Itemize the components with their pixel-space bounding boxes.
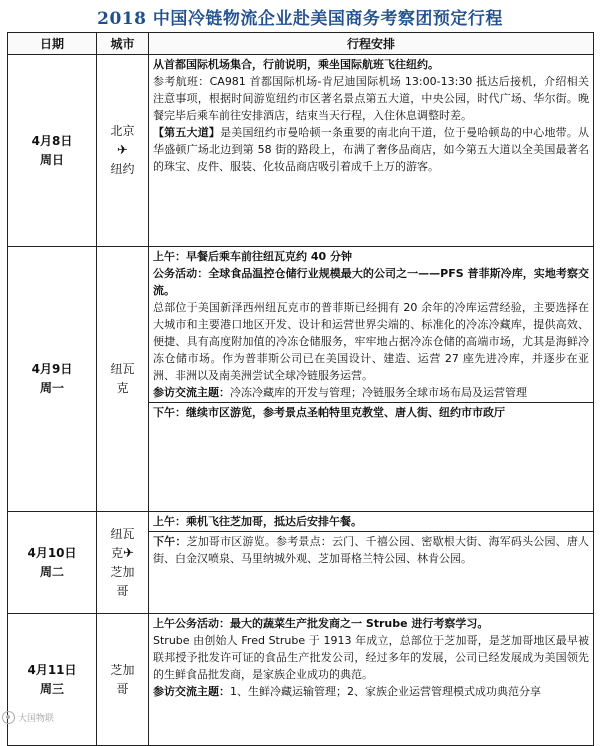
- date-cell: [8, 247, 97, 512]
- city-from-end: 克: [111, 545, 124, 560]
- watermark-text: 大国物联: [18, 714, 55, 724]
- plan-morning: 上午：乘机飞往芝加哥，抵达后安排午餐。: [153, 515, 362, 528]
- city-to-part: 哥: [116, 583, 129, 598]
- divider: [149, 531, 593, 532]
- plan-topic: [153, 683, 589, 700]
- city-to: 芝加: [110, 564, 135, 579]
- afternoon-text: 芝加哥市区游览。参考景点：云门、千禧公园、密歇根大街、海军码头公园、唐人街、白金汉喷泉、马里纳城外观、芝加哥格兰特公园、林肯公园。: [153, 535, 590, 565]
- table-row: [8, 512, 594, 614]
- page-title: 2018 中国冷链物流企业赴美国商务考察团预定行程: [97, 9, 503, 29]
- table-row: [8, 55, 594, 247]
- header-city: 城市: [97, 33, 149, 55]
- city-cell: [97, 247, 149, 512]
- note-label: 【第五大道】: [153, 126, 221, 139]
- date: 4月10日: [27, 545, 77, 560]
- plan-company-intro: 总部位于美国新泽西州纽瓦克市的普菲斯已经拥有 20 余年的冷库运营经验，主要选择在大城市和主要港口地区开发、设计和运营世界尖端的、标准化的冷冻冷藏库，提供高效、便捷、具有高度附加值的冷冻仓储服务，牢牢地占据冷冻仓储的高端市场，尤其是海鲜冷冻仓储市场。作为普菲斯公司已在美国设计、建造、运营 27 座先进冷库，并逐步在亚洲、非洲以及南美洲尝试全球冷链服务运营。: [153, 301, 589, 382]
- city-from-part: [97, 544, 148, 563]
- plan-afternoon: 下午：继续市区游览，参考景点圣帕特里克教堂、唐人街、纽约市市政厅: [153, 406, 505, 419]
- date-cell: [8, 512, 97, 614]
- weekday: 周三: [39, 681, 64, 696]
- city-name-part: 纽瓦: [110, 362, 135, 376]
- plan-morning: 上午：早餐后乘车前往纽瓦克约 40 分钟: [153, 250, 352, 263]
- plan-company-intro: Strube 由创始人 Fred Strube 于 1913 年成立，总部位于芝加哥，是芝加哥地区最早被联邦授予批发许可证的食品生产批发公司，经过多年的发展，公司已经发展成为美国领先的生鲜食品批发商，是家族企业成功的典范。: [153, 634, 589, 681]
- date: 4月9日: [31, 362, 73, 376]
- city-from: 纽瓦: [110, 526, 135, 541]
- plan-cell: [149, 55, 594, 247]
- weekday: 周日: [39, 152, 64, 167]
- city-name-part: 克: [116, 381, 129, 395]
- topic-text: 1、生鲜冷藏运输管理；2、家族企业运营管理模式成功典范分享: [230, 685, 541, 698]
- note-text: 是美国纽约市曼哈顿一条重要的南北向干道，位于曼哈顿岛的中心地带。从华盛顿广场北边到第 58 街的路段上，布满了奢侈品商店，如今第五大道以全美国最著名的珠宝、皮件、服装、化妆品商店吸引着成千上万的游客。: [153, 126, 590, 173]
- city-cell: [97, 512, 149, 614]
- plan-cell: [149, 512, 594, 614]
- plan-note: [153, 124, 589, 175]
- city-from: 北京: [110, 124, 135, 138]
- date-cell: [8, 55, 97, 247]
- divider: [149, 402, 593, 403]
- topic-label: 参访交流主题：: [153, 685, 230, 698]
- header-plan: 行程安排: [149, 33, 594, 55]
- watermark: [2, 711, 54, 724]
- date: 4月8日: [31, 133, 73, 148]
- topic-label: 参访交流主题：: [153, 386, 230, 399]
- table-header-row: [8, 33, 594, 55]
- weekday: 周二: [39, 564, 64, 579]
- plan-cell: [149, 247, 594, 512]
- city-to: 纽约: [110, 162, 135, 176]
- plane-icon: ✈: [117, 143, 128, 158]
- topic-text: 冷冻冷藏库的开发与管理；冷链服务全球市场布局及运营管理: [230, 386, 527, 399]
- plan-headline: 从首都国际机场集合，行前说明，乘坐国际航班飞往纽约。: [153, 58, 439, 71]
- plan-business: 公务活动：全球食品温控仓储行业规模最大的公司之一——PFS 普菲斯冷库，实地考察交流。: [153, 267, 589, 297]
- plane-icon: ✈: [123, 545, 134, 561]
- plan-business: 上午公务活动：最大的蔬菜生产批发商之一 Strube 进行考察学习。: [153, 617, 489, 630]
- afternoon-label: 下午：: [153, 535, 187, 548]
- plan-flight: 参考航班：CA981 首都国际机场-肯尼迪国际机场 13:00-13:30 抵达后接机，介绍相关注意事项，根据时间游览纽约市区著名景点第五大道，中央公园，时代广场、华尔街。晚餐完毕后乘车前往安排酒店，结束当天行程，入住休息调整时差。: [153, 75, 589, 122]
- city-cell: [97, 55, 149, 247]
- plan-topic: [153, 384, 589, 401]
- watermark-logo-icon: [2, 711, 15, 724]
- date: 4月11日: [27, 662, 77, 677]
- table-row: [8, 247, 594, 512]
- city-name-part: 芝加: [110, 662, 135, 677]
- city-name-part: 哥: [116, 681, 129, 696]
- weekday: 周一: [39, 381, 64, 395]
- itinerary-table: [7, 32, 594, 746]
- header-date: 日期: [8, 33, 97, 55]
- plan-afternoon: [153, 533, 589, 567]
